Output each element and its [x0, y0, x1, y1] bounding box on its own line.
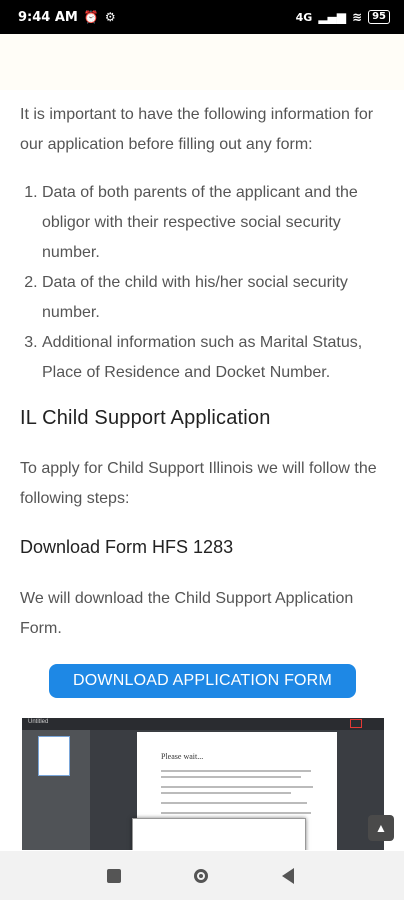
network-label: 4G: [295, 10, 313, 24]
preview-window-title: Untitled: [28, 719, 49, 725]
preview-text-line: [161, 770, 311, 772]
status-left: [18, 10, 116, 25]
back-button[interactable]: [258, 851, 318, 900]
form-preview-image: [22, 718, 384, 850]
section-title: IL Child Support Application: [20, 407, 271, 429]
subsection-paragraph: We will download the Child Support Application Form.: [20, 590, 354, 637]
download-form-button[interactable]: DOWNLOAD APPLICATION FORM: [49, 664, 356, 698]
home-button[interactable]: [171, 851, 231, 900]
preview-text-line: [161, 776, 301, 778]
preview-toolbar: [22, 718, 384, 730]
preview-text-line: [161, 812, 311, 814]
status-time: 9:44 AM: [18, 9, 78, 25]
intro-paragraph: It is important to have the following information for our application before filling out any form:: [20, 106, 374, 153]
preview-text-line: [161, 792, 291, 794]
status-right: [296, 10, 390, 24]
navigation-bar: [0, 851, 404, 900]
preview-thumbnail: [38, 736, 70, 776]
top-bar: [0, 34, 404, 90]
signal-icon: ▂▄▆: [318, 10, 347, 24]
triangle-back-icon: [282, 868, 294, 884]
subsection-title: Download Form HFS 1283: [20, 537, 234, 557]
square-icon: [107, 869, 121, 883]
requirements-list: [20, 178, 402, 388]
preview-text-line: [161, 786, 313, 788]
status-bar: [0, 0, 404, 34]
preview-page-heading: Please wait...: [161, 752, 204, 761]
list-item: 3. Additional information such as Marital Status, Place of Residence and Docket Number.: [42, 328, 402, 388]
wifi-icon: ≋: [352, 10, 363, 24]
preview-sidebar: [22, 730, 90, 850]
recents-button[interactable]: [84, 851, 144, 900]
list-item: 1. Data of both parents of the applicant and the obligor with their respective social security number.: [42, 178, 402, 268]
battery-indicator: 95: [368, 10, 390, 24]
preview-highlight-box: [350, 719, 362, 728]
list-item: 2. Data of the child with his/her social security number.: [42, 268, 402, 328]
circle-icon: [194, 869, 208, 883]
article-content[interactable]: [0, 90, 404, 850]
preview-dialog: [132, 818, 306, 850]
scroll-to-top-button[interactable]: [368, 815, 394, 841]
chevron-up-icon: ▲: [375, 821, 387, 835]
preview-text-line: [161, 802, 307, 804]
section-paragraph: To apply for Child Support Illinois we will follow the following steps:: [20, 460, 377, 507]
alarm-icon: ⏰: [83, 10, 99, 24]
gear-icon: ⚙: [104, 10, 116, 24]
